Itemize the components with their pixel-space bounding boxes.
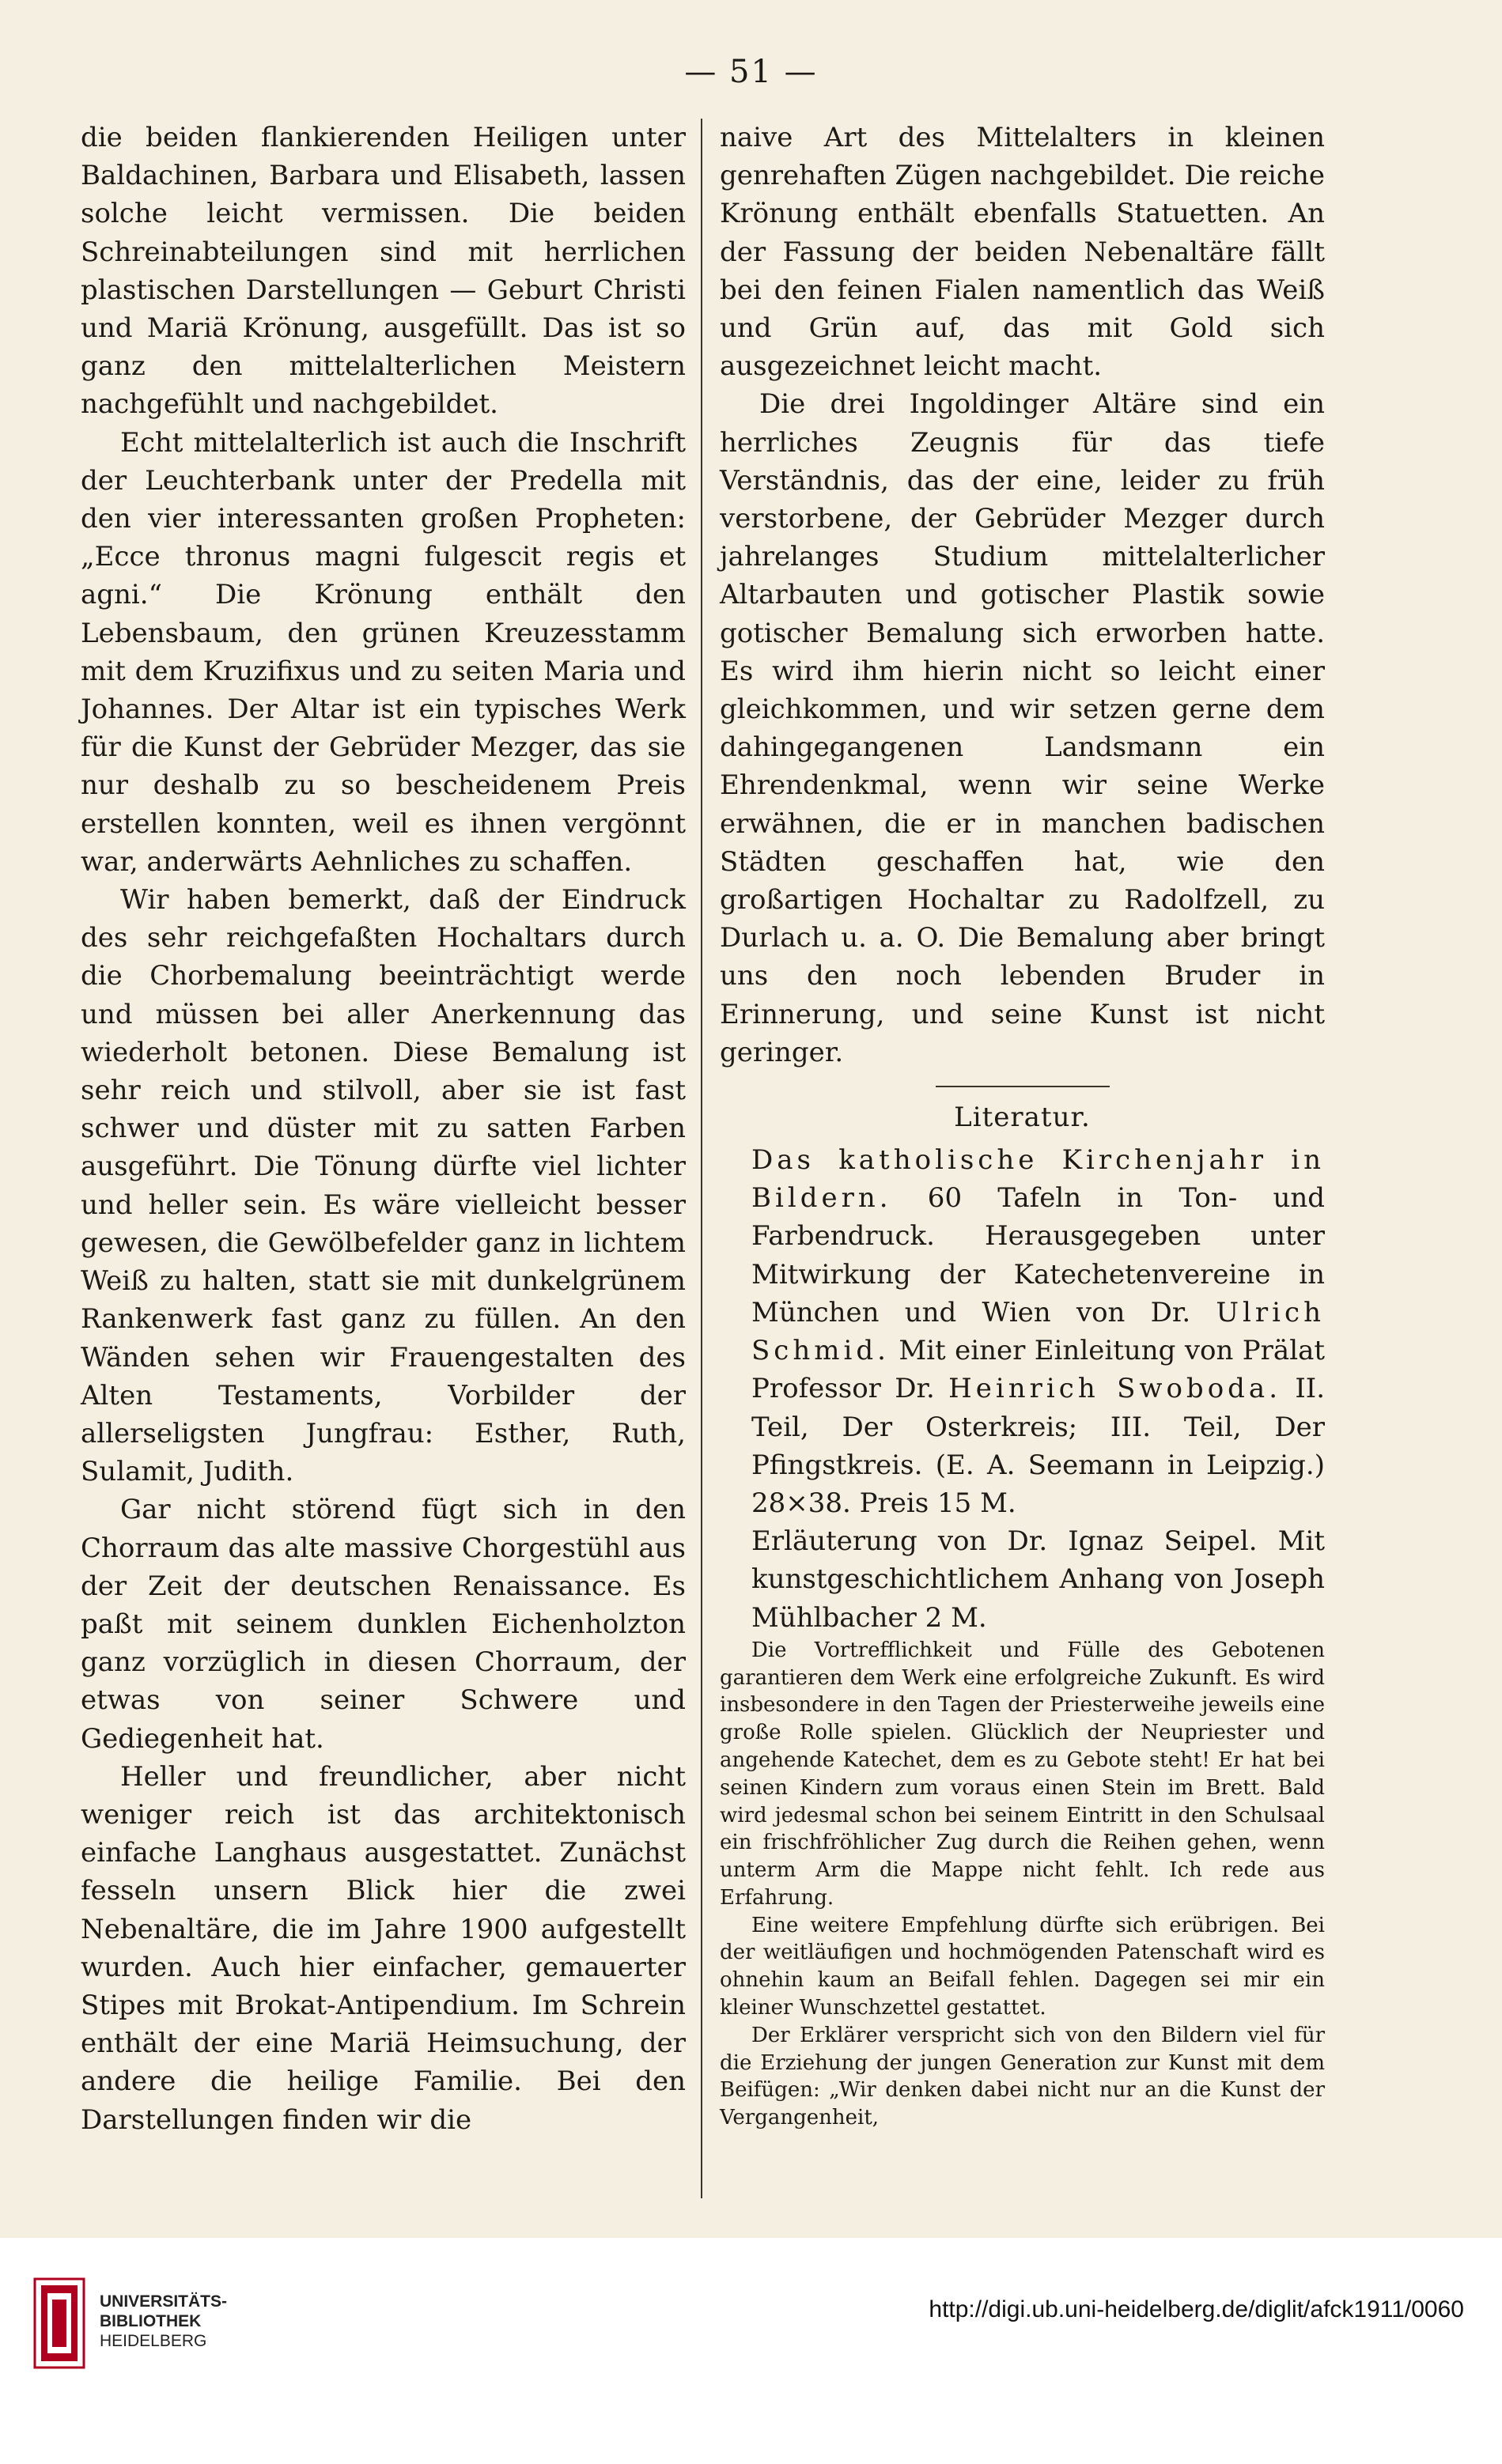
entry-text: II. Teil, Der Osterkreis; III. Teil, Der Pfingstkreis. (E. A. Seemann in Leipzig.) 28×38. Preis 15 M. bbox=[751, 1373, 1325, 1519]
entry-text: 60 Tafeln in Ton- und Farbendruck. Herausgegeben unter Mitwirkung der Katechetenvereine in München und Wien von Dr. bbox=[751, 1182, 1325, 1328]
source-url-link[interactable]: http://digi.ub.uni-heidelberg.de/diglit/afck1911/0060 bbox=[929, 2296, 1464, 2322]
column-divider bbox=[701, 119, 702, 2198]
author-name: Heinrich Swoboda. bbox=[948, 1373, 1282, 1405]
paragraph: Heller und freundlicher, aber nicht weniger reich ist das architektonisch einfache Langhaus ausgestattet. Zunächst fesseln unsern Blick hier die zwei Nebenaltäre, die im Jahre 1900 aufgestellt wurden. Auch hier einfacher, gemauerter Stipes mit Brokat-Antipendium. Im Schrein enthält der eine Mariä Heimsuchung, der andere die heilige Familie. Bei den Darstellungen finden wir die bbox=[81, 1760, 686, 2136]
entry-text: Mit einer Einleitung von Prälat Professor Dr. bbox=[751, 1335, 1325, 1405]
book-title: Das katholische Kirchenjahr in Bildern. bbox=[751, 1144, 1325, 1215]
paragraph: Eine weitere Empfehlung dürfte sich erübrigen. Bei der weitläufigen und hochmögenden Patenschaft wird es ohnehin kaum an Beifall fehlen. Dagegen sei mir ein kleiner Wunschzettel gestattet. bbox=[720, 1913, 1325, 2020]
paragraph: Die Vortrefflichkeit und Fülle des Gebotenen garantieren dem Werk eine erfolgreiche Zukunft. Es wird insbesondere in den Tagen der Priesterweihe jeweils eine große Rolle spielen. Glücklich der Neupriester und angehende Katechet, dem es zu Gebote steht! Er hat bei seinen Kindern zum voraus einen Stein im Brett. Bald wird jedesmal schon bei seinem Eintritt in den Schulsaal ein frischfröhlicher Zug durch die Reihen gehen, wenn unterm Arm die Mappe nicht fehlt. Ich rede aus Erfahrung. bbox=[720, 1638, 1325, 1910]
right-column bbox=[720, 119, 1325, 2132]
paragraph: Echt mittelalterlich ist auch die Inschrift der Leuchterbank unter der Predella mit den vier interessanten großen Propheten: „Ecce thronus magni fulgescit regis et agni.“ Die Krönung enthält den Lebensbaum, den grünen Kreuzesstamm mit dem Kruzifixus und zu seiten Maria und Johannes. Der Altar ist ein typisches Werk für die Kunst der Gebrüder Mezger, das sie nur deshalb zu so bescheidenem Preis erstellen konnten, weil es ihnen vergönnt war, anderwärts Aehnliches zu schaffen. bbox=[81, 426, 686, 878]
author-name: Ulrich Schmid. bbox=[751, 1296, 1325, 1367]
review-text bbox=[720, 1637, 1325, 2132]
section-separator bbox=[936, 1086, 1110, 1087]
left-column bbox=[81, 119, 686, 2139]
paragraph: die beiden flankierenden Heiligen unter Baldachinen, Barbara und Elisabeth, lassen solche leicht vermissen. Die beiden Schreinabteilungen sind mit herrlichen plastischen Darstellungen — Geburt Christi und Mariä Krönung, ausgefüllt. Das ist so ganz den mittelalterlichen Meistern nachgefühlt und nachgebildet. bbox=[81, 122, 686, 421]
library-line: BIBLIOTHEK bbox=[100, 2312, 202, 2330]
library-name bbox=[100, 2292, 227, 2351]
literature-heading: Literatur. bbox=[954, 1102, 1091, 1134]
paragraph: Gar nicht störend fügt sich in den Chorraum das alte massive Chorgestühl aus der Zeit der deutschen Renaissance. Es paßt mit seinem dunklen Eichenholzton ganz vorzüglich in diesen Chorraum, der etwas von seiner Schwere und Gediegenheit hat. bbox=[81, 1494, 686, 1755]
university-seal-icon bbox=[32, 2276, 87, 2371]
paragraph: Der Erklärer verspricht sich von den Bildern viel für die Erziehung der jungen Generation zur Kunst mit dem Beifügen: „Wir denken dabei nicht nur an die Kunst der Vergangenheit, bbox=[720, 2023, 1325, 2130]
literature-entry bbox=[720, 1141, 1325, 1522]
paragraph: naive Art des Mittelalters in kleinen genrehaften Zügen nachgebildet. Die reiche Krönung enthält ebenfalls Statuetten. An der Fassung der beiden Nebenaltäre fällt bei den feinen Fialen namentlich das Weiß und Grün auf, das mit Gold sich ausgezeichnet leicht macht. bbox=[720, 122, 1325, 383]
library-line: UNIVERSITÄTS- bbox=[100, 2292, 228, 2311]
paragraph: Wir haben bemerkt, daß der Eindruck des sehr reichgefaßten Hochaltars durch die Chorbemalung beeinträchtigt werde und müssen bei aller Anerkennung das wiederholt betonen. Diese Bemalung ist sehr reich und stilvoll, aber sie ist fast schwer und düster mit zu satten Farben ausgeführt. Die Tönung dürfte viel lichter und heller sein. Es wäre vielleicht besser gewesen, die Gewölbefelder ganz in lichtem Weiß zu halten, statt sie mit dunkelgrünem Rankenwerk fast ganz zu füllen. An den Wänden sehen wir Frauengestalten des Alten Testaments, Vorbilder der allerseligsten Jungfrau: Esther, Ruth, Sulamit, Judith. bbox=[81, 884, 686, 1488]
paragraph: Die drei Ingoldinger Altäre sind ein herrliches Zeugnis für das tiefe Verständnis, das der eine, leider zu früh verstorbene, der Gebrüder Mezger durch jahrelanges Studium mittelalterlicher Altarbauten und gotischer Plastik sowie gotischer Bemalung sich erworben hatte. Es wird ihm hierin nicht so leicht einer gleichkommen, und wir setzen gerne dem dahingegangenen Landsmann ein Ehrendenkmal, wenn wir seine Werke erwähnen, die er in manchen badischen Städten geschaffen hat, wie den großartigen Hochaltar zu Radolfzell, zu Durlach u. a. O. Die Bemalung aber bringt uns den noch lebenden Bruder in Erinnerung, und seine Kunst ist nicht geringer. bbox=[720, 388, 1325, 1068]
footer-bar bbox=[0, 2238, 1502, 2464]
library-line: HEIDELBERG bbox=[100, 2332, 207, 2350]
literature-entry: Erläuterung von Dr. Ignaz Seipel. Mit kunstgeschichtlichem Anhang von Joseph Mühlbacher 2 M. bbox=[751, 1525, 1325, 1634]
page-number: — 51 — bbox=[684, 54, 818, 90]
